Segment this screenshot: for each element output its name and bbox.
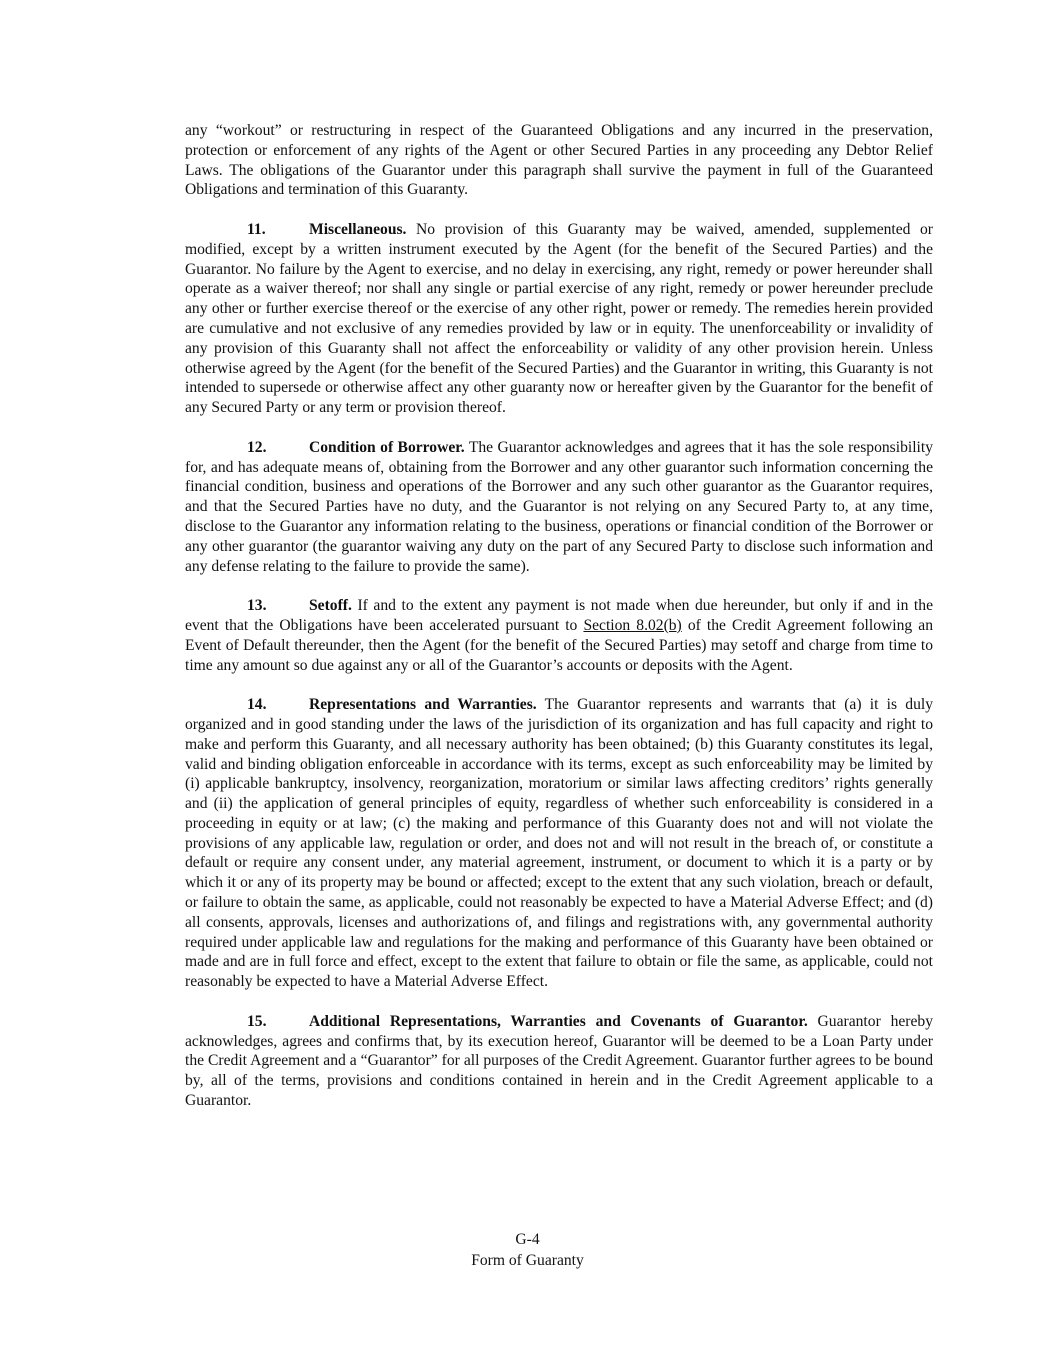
page-number: G-4 (515, 1231, 540, 1248)
section-number: 14. (247, 696, 267, 714)
section-text: If and to the extent any payment is not made when due hereunder, but only if and in the event that the Obligations have been accelerated pursuant to (185, 597, 933, 634)
section-14-representations-and-warranties (185, 695, 933, 992)
continuation-paragraph: any “workout” or restructuring in respect of the Guaranteed Obligations and any incurred in the preservation, protection or enforcement of any rights of the Agent or other Secured Parties in any proceeding any Debtor Relief Laws. The obligations of the Guarantor under this paragraph shall survive the payment in full of the Guaranteed Obligations and termination of this Guaranty. (185, 122, 933, 199)
section-heading: Condition of Borrower. (309, 438, 465, 456)
section-number: 15. (247, 1012, 267, 1030)
section-heading: Miscellaneous. (309, 220, 407, 238)
section-reference: Section 8.02(b) (583, 616, 682, 634)
footer-title: Form of Guaranty (471, 1252, 584, 1269)
section-11-miscellaneous (185, 220, 933, 418)
section-text: The Guarantor represents and warrants that (a) it is duly organized and in good standing under the laws of the jurisdiction of its organization and has full capacity and right to make and perform this Guaranty, and all necessary authority has been obtained; (b) this Guaranty constitutes its legal, valid and binding obligation enforceable in accordance with its terms, except as such enforceability may be limited by (i) applicable bankruptcy, insolvency, reorganization, moratorium or similar laws affecting creditors’ rights generally and (ii) the application of general principles of equity, regardless of whether such enforceability is considered in a proceeding in equity or at law; (c) the making and performance of this Guaranty does not and will not violate the provisions of any applicable law, regulation or order, and does not and will not result in the breach of, or constitute a default or require any consent under, any material agreement, instrument, or document to which it is a party or by which it or any of its property may be bound or affected; except to the extent that any such violation, breach or default, or failure to obtain the same, as applicable, could not reasonably be expected to have a Material Adverse Effect; and (d) all consents, approvals, licenses and authorizations of, and filings and registrations with, any governmental authority required under applicable law and regulations for the making and performance of this Guaranty have been obtained or made and are in full force and effect, except to the extent that failure to obtain or file the same, as applicable, could not reasonably be expected to have a Material Adverse Effect. (185, 696, 933, 991)
section-number: 11. (247, 220, 266, 238)
document-body (185, 121, 933, 1131)
section-text: No provision of this Guaranty may be waived, amended, supplemented or modified, except by a written instrument executed by the Agent (for the benefit of the Secured Parties) and the Guarantor. No failure by the Agent to exercise, and no delay in exercising, any right, remedy or power hereunder shall operate as a waiver thereof; nor shall any single or partial exercise of any right, remedy or power hereunder preclude any other or further exercise thereof or the exercise of any other right, power or remedy. The remedies herein provided are cumulative and not exclusive of any remedies provided by law or in equity. The unenforceability or invalidity of any provision of this Guaranty shall not affect the enforceability or validity of any other provision herein. Unless otherwise agreed by the Agent (for the benefit of the Secured Parties) and the Guarantor in writing, this Guaranty is not intended to supersede or otherwise affect any other guaranty now or hereafter given by the Guarantor for the benefit of any Secured Party or any term or provision thereof. (185, 220, 933, 417)
section-12-condition-of-borrower (185, 438, 933, 577)
section-text: Guarantor hereby acknowledges, agrees and confirms that, by its execution hereof, Guarantor will be deemed to be a Loan Party under the Credit Agreement and a “Guarantor” for all purposes of the Credit Agreement. Guarantor further agrees to be bound by, all of the terms, provisions and conditions contained in herein and in the Credit Agreement applicable to a Guarantor. (185, 1012, 933, 1110)
section-heading: Setoff. (309, 597, 352, 615)
section-text: of the Credit Agreement following an Event of Default thereunder, then the Agent (for the benefit of the Secured Parties) may setoff and charge from time to time any amount so due against any or all of the Guarantor’s accounts or deposits with the Agent. (185, 616, 933, 674)
section-15-additional-representations (185, 1012, 933, 1111)
section-heading: Representations and Warranties. (309, 696, 537, 714)
section-13-setoff (185, 596, 933, 675)
section-text: The Guarantor acknowledges and agrees that it has the sole responsibility for, and has adequate means of, obtaining from the Borrower and any other guarantor such information concerning the financial condition, business and operations of the Borrower and any such other guarantor as the Guarantor requires, and that the Secured Parties have no duty, and the Guarantor is not relying on any Secured Party to, at any time, disclose to the Guarantor any information relating to the business, operations or financial condition of the Borrower or any other guarantor (the guarantor waiving any duty on the part of any Secured Party to disclose such information and any defense relating to the failure to provide the same). (185, 438, 933, 575)
section-number: 12. (247, 438, 267, 456)
section-number: 13. (247, 597, 267, 615)
section-heading: Additional Representations, Warranties and Covenants of Guarantor. (309, 1012, 808, 1030)
